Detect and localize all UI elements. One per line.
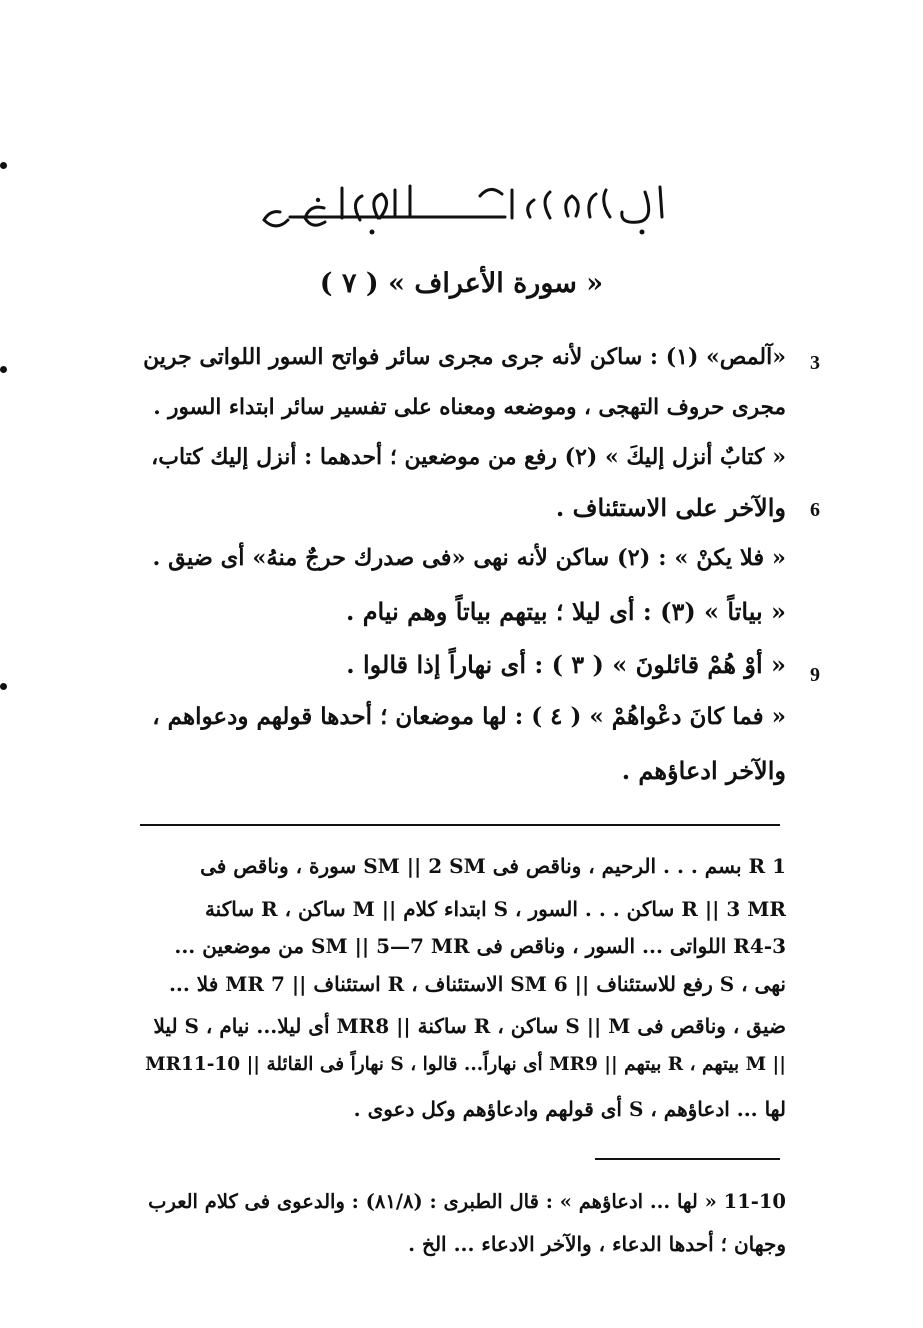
main-text-line: والآخر ادعاؤهم . <box>621 756 786 785</box>
main-text-line: «آلمص» (١) : ساكن لأنه جرى مجرى سائر فواتح السور اللواتى جرين <box>143 344 786 370</box>
apparatus-line: لها ... ادعاؤهم ، S أى قولهم وادعاؤهم وكل دعوى . <box>353 1097 786 1121</box>
apparatus-line: || M بيتهم ، R بيتهم || MR9 أى نهاراً... قالوا ، S نهاراً فى القائلة || MR11-10 <box>145 1054 786 1075</box>
main-text-line: « بياتاً » (٣) : أى ليلا ؛ بيتهم بياتاً وهم نيام . <box>345 597 786 626</box>
apparatus-line: ضيق ، وناقص فى S || M ساكن ، R ساكنة || MR8 أى ليلا... نيام ، S ليلا <box>153 1014 786 1038</box>
scan-mark <box>0 162 7 169</box>
basmala-calligraphy-drawing <box>250 172 680 242</box>
main-text-line: « فما كانَ دعْواهُمْ » ( ٤ ) : لها موضعان ؛ أحدها قولهم ودعواهم ، <box>152 703 786 730</box>
apparatus-line: 1 R بسم . . . الرحيم ، وناقص فى SM || 2 SM سورة ، وناقص فى <box>200 854 786 878</box>
main-text-line: « أوْ هُمْ قائلونَ » ( ٣ ) : أى نهاراً إذا قالوا . <box>346 650 786 679</box>
line-number: 3 <box>810 352 820 374</box>
apparatus-line: R4-3 اللواتى ... السور ، وناقص فى SM || 5—7 MR من موضعين ... <box>174 934 786 958</box>
basmala-calligraphy <box>250 172 680 242</box>
line-number: 9 <box>810 664 820 686</box>
main-text-line: « كتابٌ أنزل إليكَ » (٢) رفع من موضعين ؛ أحدهما : أنزل إليك كتاب، <box>151 444 786 470</box>
apparatus-line: R || 3 MR ساكن . . . السور ، S ابتداء كلام || M ساكن ، R ساكنة <box>204 897 786 921</box>
apparatus-line: نهى ، S رفع للاستئناف || 6 SM الاستئناف ، R استئناف || 7 MR فلا ... <box>168 972 786 996</box>
main-text-line: مجرى حروف التهجى ، وموضعه ومعناه على تفسير سائر ابتداء السور . <box>153 395 786 420</box>
main-text-line: والآخر على الاستئناف . <box>555 493 786 522</box>
line-number: 6 <box>810 499 820 521</box>
commentary-line: وجهان ؛ أحدها الدعاء ، والآخر الادعاء ... الخ . <box>408 1232 786 1256</box>
scan-mark <box>0 683 7 690</box>
commentary-line: 11-10 « لها ... ادعاؤهم » : قال الطبرى : (٨١/٨) : والدعوى فى كلام العرب <box>148 1190 786 1213</box>
main-text-line: « فلا يكنْ » : (٢) ساكن لأنه نهى «فى صدرك حرجٌ منهُ» أى ضيق . <box>152 545 786 571</box>
surah-title: « سورة الأعراف » ( ٧ ) <box>319 268 604 299</box>
apparatus-separator <box>140 824 780 826</box>
commentary-separator <box>595 1158 780 1160</box>
scan-mark <box>0 366 7 373</box>
